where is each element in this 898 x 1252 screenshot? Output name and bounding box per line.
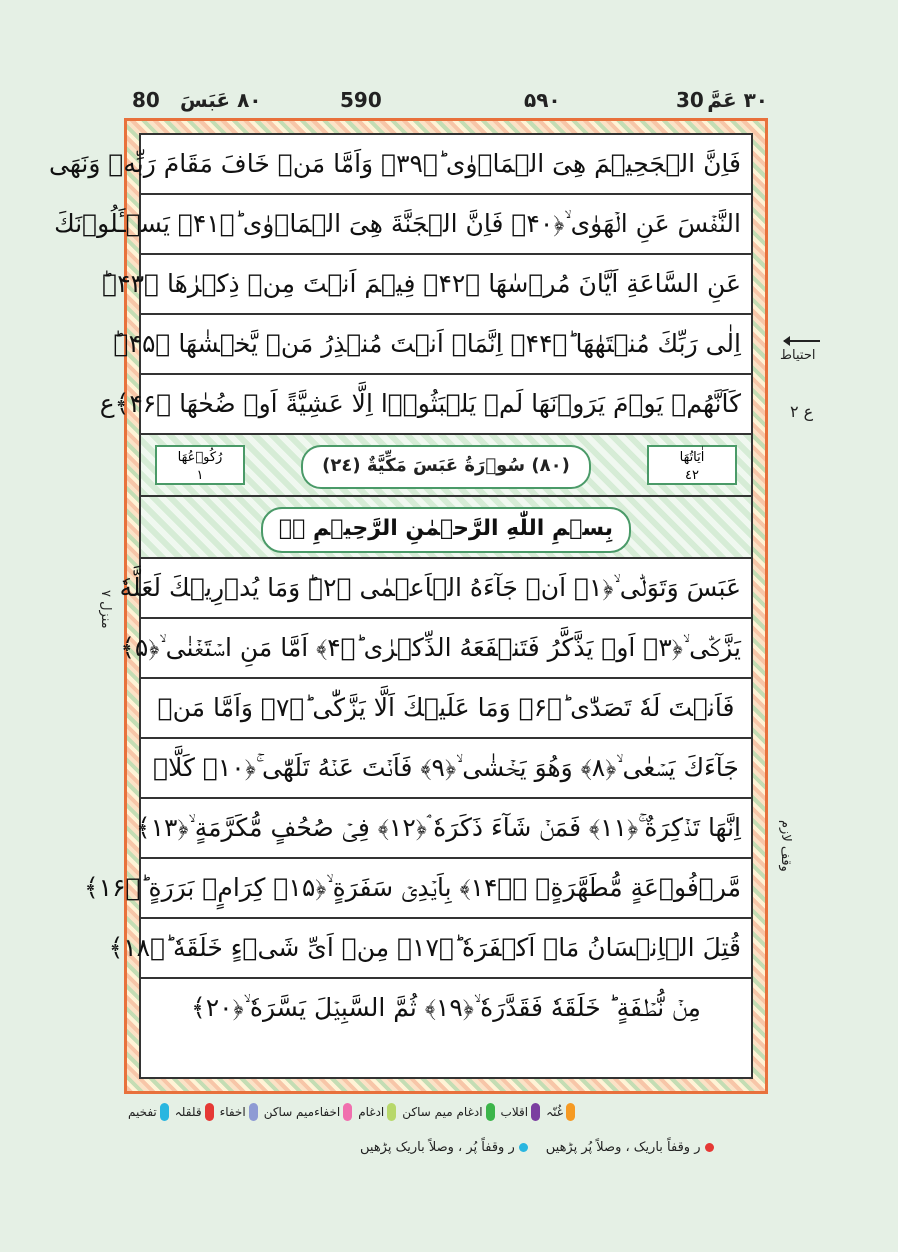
verse-line: اِلٰی رَبِّكَ مُنۡتَهٰهَا ؕ﴿۴۴﴾ اِنَّمَاۤ اَنۡتَ مُنۡذِرُ مَنۡ یَّخۡشٰهَا ﴿۴۵﴾ؕ — [141, 315, 751, 375]
ruku-marker: ع ۲ — [790, 402, 814, 421]
dot-icon — [705, 1143, 714, 1152]
header-juz — [707, 88, 768, 112]
dot-icon — [519, 1143, 528, 1152]
verse-line: فَاَنۡتَ لَهٗ تَصَدّٰی ؕ﴿۶﴾ وَمَا عَلَیۡكَ اَلَّا یَزَّكّٰی ؕ﴿۷﴾ وَاَمَّا مَنۡ — [141, 679, 751, 739]
ruku-count-box: رُكُوۡعُهَا ١ — [155, 445, 245, 485]
legend-item: اخفاءمیم ساکن — [264, 1103, 353, 1121]
swatch-icon — [486, 1103, 495, 1121]
legend-item: ادغام — [358, 1103, 396, 1121]
header-page-number: 590 — [340, 88, 382, 112]
legend-item: اخفاء — [220, 1103, 258, 1121]
header-juz-number: 30 — [676, 88, 704, 112]
bismillah: بِسۡمِ اللّٰهِ الرَّحۡمٰنِ الرَّحِیۡمِ ﴿﴾ — [261, 507, 631, 553]
swatch-icon — [249, 1103, 258, 1121]
ihtiyat-note: احتیاط — [780, 348, 816, 363]
verse-line: النَّفۡسَ عَنِ الۡهَوٰی ۙ﴿۴۰﴾ فَاِنَّ الۡجَنَّةَ ھِیَ الۡمَاۡوٰی ؕ﴿۴۱﴾ یَسۡـَٔلُوۡنَكَ — [141, 195, 751, 255]
legend-item: اقلاب — [501, 1103, 541, 1121]
surah-title: (٨٠) سُوۡرَةُ عَبَسَ مَكِّیَّةٌ (٢٤) — [301, 445, 591, 489]
ayat-count-box: اٰیَاتُهَا ٤٢ — [647, 445, 737, 485]
legend-item: تفخیم — [128, 1103, 169, 1121]
verse-line: كَاَنَّهُمۡ یَوۡمَ یَرَوۡنَهَا لَمۡ یَلۡبَثُوۡۤا اِلَّا عَشِیَّةً اَوۡ ضُحٰهَا ﴿۴۶﴾ع — [141, 375, 751, 435]
header-page-urdu: ۵۹۰ — [524, 88, 561, 112]
verse-line: عَبَسَ وَتَوَلّٰۤی ۙ﴿۱﴾ اَنۡ جَآءَهُ الۡاَعۡمٰی ﴿۲﴾ؕ وَمَا یُدۡرِیۡكَ لَعَلَّهٗ — [141, 559, 751, 619]
tajweed-legend — [128, 1097, 778, 1127]
swatch-icon — [205, 1103, 214, 1121]
verse-line: جَآءَكَ یَسۡعٰی ۙ﴿۸﴾ وَهُوَ یَخۡشٰی ۙ﴿۹﴾ فَاَنۡتَ عَنۡهُ تَلَهّٰی ۚ﴿۱۰﴾ كَلَّاۤ — [141, 739, 751, 799]
legend-item: قلقلہ — [175, 1103, 214, 1121]
verse-line: اِنَّهَا تَذۡكِرَةٌ ۚ﴿۱۱﴾ فَمَنۡ شَآءَ ذَكَرَهٗ ۘ﴿۱۲﴾ فِیۡ صُحُفٍ مُّكَرَّمَةٍ ۙ﴿۱۳﴾ — [141, 799, 751, 859]
swatch-icon — [387, 1103, 396, 1121]
verse-line: مَّرۡفُوۡعَةٍ مُّطَهَّرَةٍۭ ۙ﴿۱۴﴾ بِاَیۡدِیۡ سَفَرَةٍ ۙ﴿۱۵﴾ كِرَامٍۭ بَرَرَةٍ ؕ﴿۱۶﴾ — [141, 859, 751, 919]
ihtiyat-arrow-icon — [784, 340, 820, 342]
surah-header — [141, 435, 751, 497]
verse-line: مِنۡ نُّطۡفَةٍ ؕ خَلَقَهٗ فَقَدَّرَهٗ ۙ﴿۱۹﴾ ثُمَّ السَّبِیۡلَ یَسَّرَهٗ ۙ﴿۲۰﴾ — [191, 993, 701, 1022]
manzil-marker: منزل ۷ — [98, 590, 113, 629]
header-surah-urdu: ٨٠ عَبَسَ — [180, 88, 262, 112]
swatch-icon — [566, 1103, 575, 1121]
waqf-note: وقف لازم — [778, 820, 793, 872]
verse-line: قُتِلَ الۡاِنۡسَانُ مَاۤ اَكۡفَرَهٗ ؕ﴿۱۷﴾ مِنۡ اَیِّ شَیۡءٍ خَلَقَهٗ ؕ﴿۱۸﴾ — [141, 919, 751, 979]
ra-notes — [360, 1140, 780, 1155]
verse-line: فَاِنَّ الۡجَحِیۡمَ ھِیَ الۡمَاۡوٰی ؕ﴿۳۹﴾ وَاَمَّا مَنۡ خَافَ مَقَامَ رَبِّهٖ وَنَهَی — [141, 135, 751, 195]
swatch-icon — [343, 1103, 352, 1121]
bismillah-band — [141, 497, 751, 559]
verse-line: یَزَّكّٰۤی ۙ﴿۳﴾ اَوۡ یَذَّكَّرُ فَتَنۡفَعَهُ الذِّكۡرٰی ؕ﴿۴﴾ اَمَّا مَنِ اسۡتَغۡنٰی ۙ﴿۵﴾ — [141, 619, 751, 679]
note-item: ر وقفاً پُر ، وصلاً باریک پڑھیں — [360, 1140, 528, 1155]
header-juz-urdu: ٣٠ عَمَّ — [707, 88, 768, 112]
header-surah-number: 80 — [132, 88, 160, 112]
verse-line: عَنِ السَّاعَةِ اَیَّانَ مُرۡسٰهَا ﴿۴۲﴾ فِیۡمَ اَنۡتَ مِنۡ ذِكۡرٰهَا ﴿۴۳﴾ؕ — [141, 255, 751, 315]
legend-item: غُنّہ — [546, 1103, 575, 1121]
swatch-icon — [160, 1103, 169, 1121]
legend-item: ادغام میم ساکن — [402, 1103, 494, 1121]
swatch-icon — [531, 1103, 540, 1121]
note-item: ر وقفاً باریک ، وصلاً پُر پڑھیں — [546, 1140, 714, 1155]
